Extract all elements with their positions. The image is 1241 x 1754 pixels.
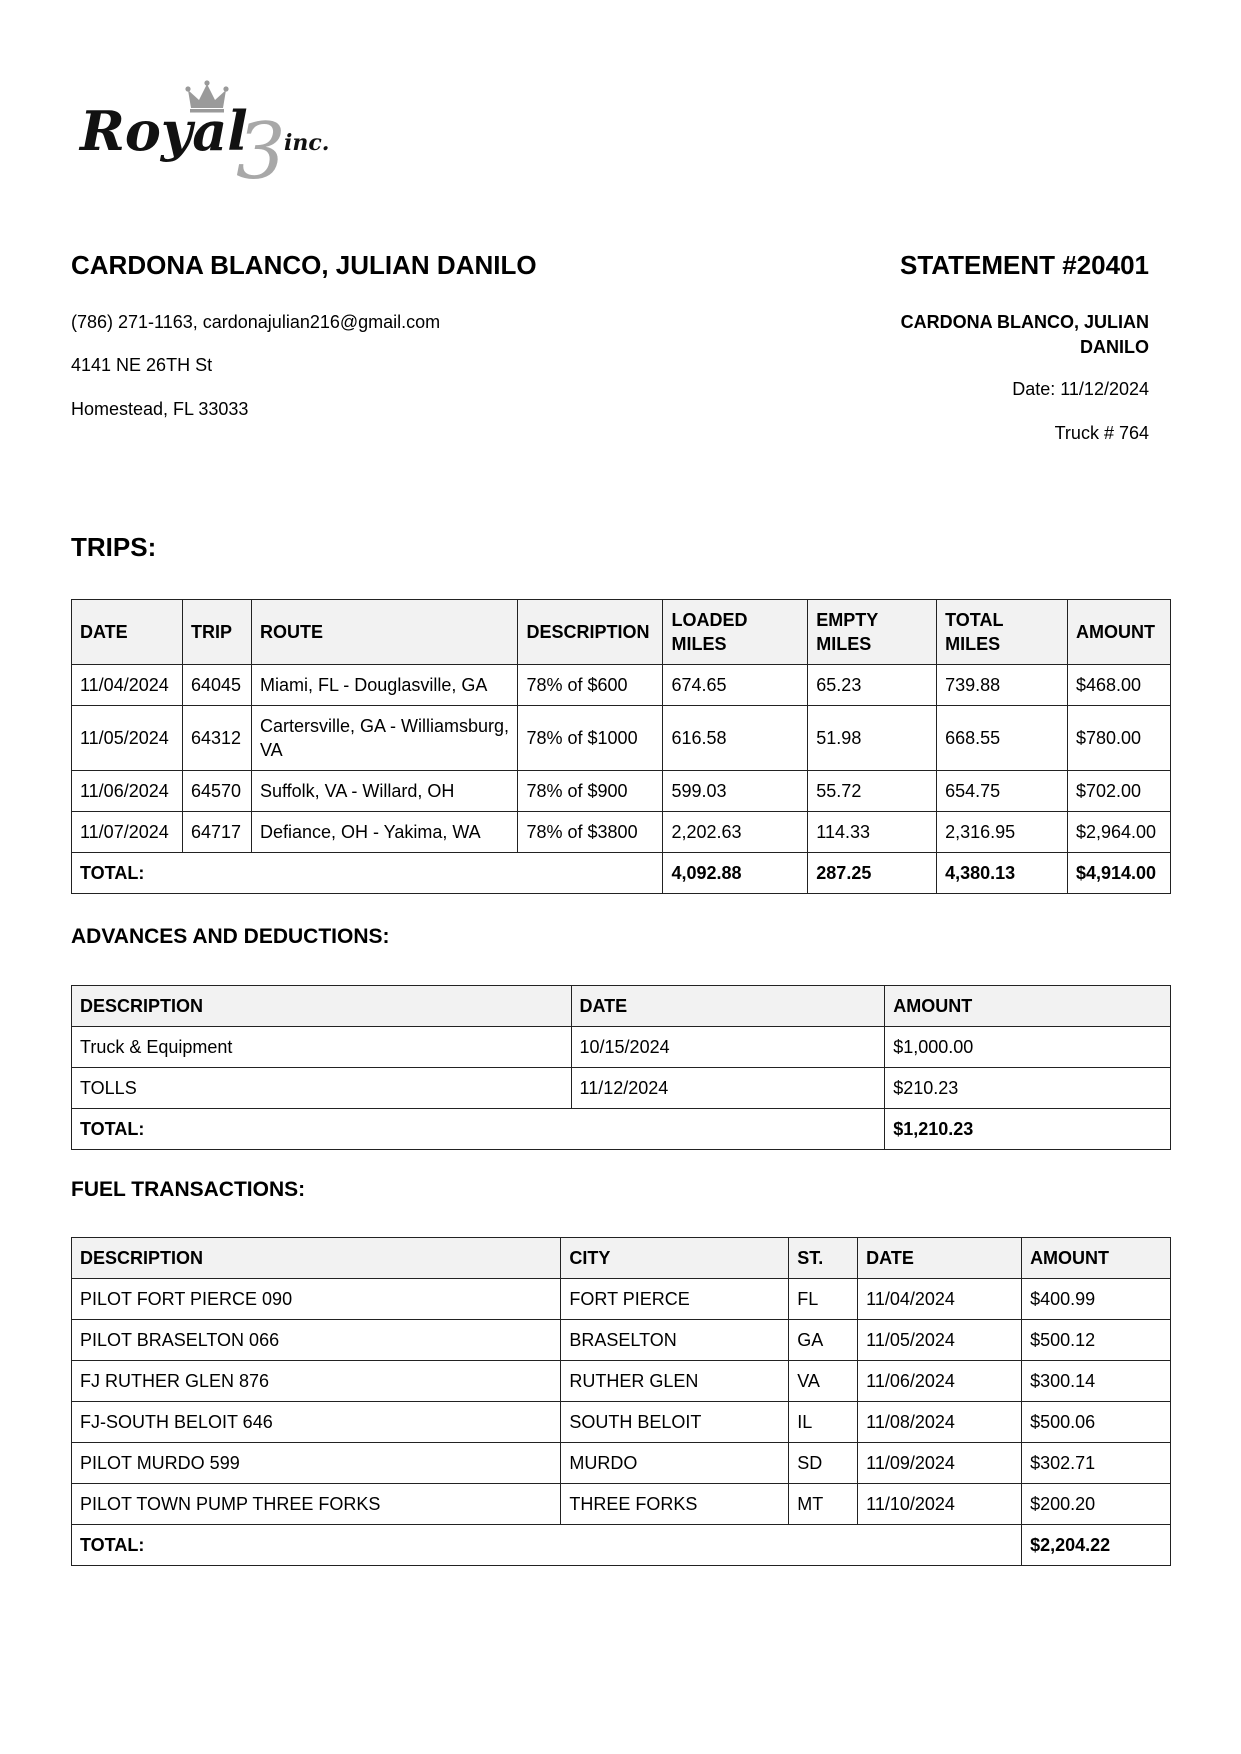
trip-loaded-miles: 616.58: [663, 706, 808, 771]
trip-number: 64312: [182, 706, 251, 771]
fuel-date: 11/09/2024: [858, 1443, 1022, 1484]
trips-total-row: [72, 853, 1171, 894]
fuel-amount: $500.12: [1022, 1320, 1171, 1361]
trip-empty-miles: 65.23: [808, 665, 937, 706]
trip-total-miles: 739.88: [937, 665, 1068, 706]
fuel-amount: $302.71: [1022, 1443, 1171, 1484]
table-row: [72, 665, 1171, 706]
advances-total-row: [72, 1109, 1171, 1150]
trips-header-route: ROUTE: [251, 600, 518, 665]
logo-main-text: Royal: [80, 99, 248, 163]
trips-total-amount: $4,914.00: [1067, 853, 1170, 894]
fuel-city: FORT PIERCE: [561, 1279, 789, 1320]
fuel-header-state: ST.: [789, 1238, 858, 1279]
trip-description: 78% of $900: [518, 771, 663, 812]
advance-amount: $1,000.00: [885, 1027, 1171, 1068]
driver-contact: (786) 271-1163, cardonajulian216@gmail.com: [71, 312, 441, 332]
fuel-description: FJ-SOUTH BELOIT 646: [72, 1402, 561, 1443]
advances-header-row: [72, 986, 1171, 1027]
table-row: [72, 1361, 1171, 1402]
table-row: [72, 1443, 1171, 1484]
trip-empty-miles: 51.98: [808, 706, 937, 771]
fuel-city: THREE FORKS: [561, 1484, 789, 1525]
company-logo: [78, 78, 398, 188]
statement-title: STATEMENT #20401: [899, 250, 1149, 280]
trip-empty-miles: 55.72: [808, 771, 937, 812]
advances-total-label: TOTAL:: [72, 1109, 885, 1150]
logo-numeral: 3: [236, 107, 286, 188]
fuel-date: 11/04/2024: [858, 1279, 1022, 1320]
fuel-amount: $500.06: [1022, 1402, 1171, 1443]
advances-section-title: ADVANCES AND DEDUCTIONS:: [71, 925, 390, 948]
fuel-date: 11/06/2024: [858, 1361, 1022, 1402]
trip-empty-miles: 114.33: [808, 812, 937, 853]
fuel-amount: $300.14: [1022, 1361, 1171, 1402]
trip-date: 11/06/2024: [72, 771, 183, 812]
trip-amount: $780.00: [1067, 706, 1170, 771]
fuel-description: PILOT FORT PIERCE 090: [72, 1279, 561, 1320]
fuel-header-description: DESCRIPTION: [72, 1238, 561, 1279]
trip-loaded-miles: 674.65: [663, 665, 808, 706]
trip-number: 64045: [182, 665, 251, 706]
trip-total-miles: 668.55: [937, 706, 1068, 771]
fuel-description: PILOT TOWN PUMP THREE FORKS: [72, 1484, 561, 1525]
fuel-date: 11/08/2024: [858, 1402, 1022, 1443]
trip-amount: $702.00: [1067, 771, 1170, 812]
advances-table: [71, 985, 1171, 1150]
fuel-state: VA: [789, 1361, 858, 1402]
fuel-description: PILOT MURDO 599: [72, 1443, 561, 1484]
statement-date: Date: 11/12/2024: [1012, 379, 1149, 399]
trips-header-loaded-miles: LOADED MILES: [663, 600, 808, 665]
fuel-description: FJ RUTHER GLEN 876: [72, 1361, 561, 1402]
trip-date: 11/07/2024: [72, 812, 183, 853]
trips-header-total-miles: TOTAL MILES: [937, 600, 1068, 665]
trips-total-empty-miles: 287.25: [808, 853, 937, 894]
statement-driver-name: CARDONA BLANCO, JULIAN DANILO: [900, 312, 1149, 357]
fuel-header-city: CITY: [561, 1238, 789, 1279]
trips-header-row: [72, 600, 1171, 665]
trip-route: Miami, FL - Douglasville, GA: [251, 665, 518, 706]
trips-table: [71, 599, 1171, 894]
statement-truck-number: Truck # 764: [1054, 423, 1149, 443]
fuel-state: IL: [789, 1402, 858, 1443]
trip-route: Defiance, OH - Yakima, WA: [251, 812, 518, 853]
fuel-header-row: [72, 1238, 1171, 1279]
table-row: [72, 706, 1171, 771]
trip-number: 64717: [182, 812, 251, 853]
table-row: [72, 1484, 1171, 1525]
fuel-header-amount: AMOUNT: [1022, 1238, 1171, 1279]
trip-description: 78% of $1000: [518, 706, 663, 771]
advances-header-description: DESCRIPTION: [72, 986, 572, 1027]
advances-header-date: DATE: [571, 986, 885, 1027]
trip-total-miles: 654.75: [937, 771, 1068, 812]
trips-section-title: TRIPS:: [71, 532, 157, 562]
fuel-total-row: [72, 1525, 1171, 1566]
trip-description: 78% of $3800: [518, 812, 663, 853]
table-row: [72, 771, 1171, 812]
table-row: [72, 1279, 1171, 1320]
trip-date: 11/05/2024: [72, 706, 183, 771]
royal-3-logo-graphic: [78, 78, 398, 188]
trip-loaded-miles: 599.03: [663, 771, 808, 812]
trip-date: 11/04/2024: [72, 665, 183, 706]
trips-header-trip: TRIP: [182, 600, 251, 665]
fuel-state: MT: [789, 1484, 858, 1525]
advance-date: 10/15/2024: [571, 1027, 885, 1068]
driver-name: CARDONA BLANCO, JULIAN DANILO: [71, 250, 537, 280]
advance-description: Truck & Equipment: [72, 1027, 572, 1068]
driver-city-state-zip: Homestead, FL 33033: [71, 399, 249, 419]
trips-total-loaded-miles: 4,092.88: [663, 853, 808, 894]
logo-suffix: inc.: [284, 130, 330, 156]
driver-street-address: 4141 NE 26TH St: [71, 355, 213, 375]
table-row: [72, 1027, 1171, 1068]
fuel-total-label: TOTAL:: [72, 1525, 1022, 1566]
trips-header-empty-miles: EMPTY MILES: [808, 600, 937, 665]
advance-date: 11/12/2024: [571, 1068, 885, 1109]
fuel-amount: $400.99: [1022, 1279, 1171, 1320]
fuel-header-date: DATE: [858, 1238, 1022, 1279]
fuel-state: GA: [789, 1320, 858, 1361]
fuel-description: PILOT BRASELTON 066: [72, 1320, 561, 1361]
trip-description: 78% of $600: [518, 665, 663, 706]
trip-amount: $468.00: [1067, 665, 1170, 706]
fuel-city: SOUTH BELOIT: [561, 1402, 789, 1443]
trip-amount: $2,964.00: [1067, 812, 1170, 853]
advance-amount: $210.23: [885, 1068, 1171, 1109]
fuel-state: FL: [789, 1279, 858, 1320]
trips-header-description: DESCRIPTION: [518, 600, 663, 665]
trip-loaded-miles: 2,202.63: [663, 812, 808, 853]
table-row: [72, 812, 1171, 853]
fuel-amount: $200.20: [1022, 1484, 1171, 1525]
advances-total-amount: $1,210.23: [885, 1109, 1171, 1150]
table-row: [72, 1068, 1171, 1109]
trip-route: Cartersville, GA - Williamsburg, VA: [251, 706, 518, 771]
fuel-date: 11/10/2024: [858, 1484, 1022, 1525]
trips-header-date: DATE: [72, 600, 183, 665]
trip-total-miles: 2,316.95: [937, 812, 1068, 853]
advance-description: TOLLS: [72, 1068, 572, 1109]
trips-total-label: TOTAL:: [72, 853, 663, 894]
fuel-city: MURDO: [561, 1443, 789, 1484]
table-row: [72, 1402, 1171, 1443]
fuel-table: [71, 1237, 1171, 1566]
fuel-state: SD: [789, 1443, 858, 1484]
trips-total-total-miles: 4,380.13: [937, 853, 1068, 894]
fuel-section-title: FUEL TRANSACTIONS:: [71, 1178, 306, 1201]
fuel-city: BRASELTON: [561, 1320, 789, 1361]
trip-number: 64570: [182, 771, 251, 812]
fuel-date: 11/05/2024: [858, 1320, 1022, 1361]
table-row: [72, 1320, 1171, 1361]
fuel-city: RUTHER GLEN: [561, 1361, 789, 1402]
fuel-total-amount: $2,204.22: [1022, 1525, 1171, 1566]
trip-route: Suffolk, VA - Willard, OH: [251, 771, 518, 812]
advances-header-amount: AMOUNT: [885, 986, 1171, 1027]
trips-header-amount: AMOUNT: [1067, 600, 1170, 665]
